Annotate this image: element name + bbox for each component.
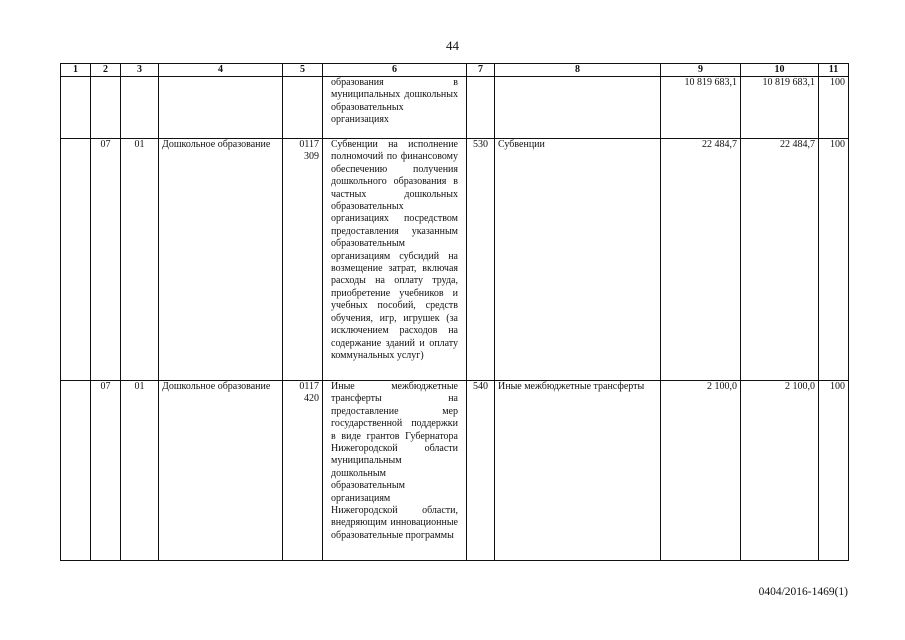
cell-target-code [283, 77, 323, 139]
header-col-11: 11 [819, 64, 849, 77]
table-row [61, 139, 849, 381]
cell-percent: 100 [819, 77, 849, 139]
cell-actual-amount: 10 819 683,1 [741, 77, 819, 139]
cell-percent: 100 [819, 139, 849, 381]
cell-plan-amount: 10 819 683,1 [661, 77, 741, 139]
cell-target-code [283, 139, 323, 381]
header-col-2: 2 [91, 64, 121, 77]
page-number: 44 [446, 38, 459, 53]
target-code-part-1: 0117 [299, 139, 319, 150]
header-col-10: 10 [741, 64, 819, 77]
header-col-6: 6 [323, 64, 467, 77]
budget-table [60, 63, 849, 561]
header-col-8: 8 [495, 64, 661, 77]
cell-subsection: 01 [121, 139, 159, 381]
cell-expense-code [467, 77, 495, 139]
header-col-9: 9 [661, 64, 741, 77]
cell-plan-amount: 2 100,0 [661, 381, 741, 561]
cell-actual-amount: 2 100,0 [741, 381, 819, 561]
target-code-part-2: 420 [304, 393, 319, 405]
header-col-4: 4 [159, 64, 283, 77]
cell-chapter: 07 [91, 139, 121, 381]
cell-section [61, 139, 91, 381]
cell-actual-amount: 22 484,7 [741, 139, 819, 381]
cell-target-code [283, 381, 323, 561]
cell-plan-amount: 22 484,7 [661, 139, 741, 381]
target-code-part-1: 0117 [299, 381, 319, 392]
cell-description: Иные межбюджетные трансферты на предоставление мер государственной поддержки в виде грантов Губернатора Нижегородской области муниципальным дошкольным образовательным организациям Нижегородской области, внедряющим инновационные образовательные программы [323, 381, 467, 561]
cell-description: образования в муниципальных дошкольных образовательных организациях [323, 77, 467, 139]
cell-subsection: 01 [121, 381, 159, 561]
header-col-7: 7 [467, 64, 495, 77]
cell-section [61, 77, 91, 139]
cell-expense-type [495, 77, 661, 139]
cell-section [61, 381, 91, 561]
header-col-3: 3 [121, 64, 159, 77]
cell-chapter: 07 [91, 381, 121, 561]
cell-expense-type: Субвенции [495, 139, 661, 381]
header-col-5: 5 [283, 64, 323, 77]
cell-subsection-name: Дошкольное образование [159, 139, 283, 381]
cell-percent: 100 [819, 381, 849, 561]
cell-description: Субвенции на исполнение полномочий по финансовому обеспечению получения дошкольного образования в частных дошкольных образовательных организациях посредством предоставления указанным образовательным организациям субсидий на возмещение затрат, включая расходы на оплату труда, приобретение учебников и учебных пособий, средств обучения, игр, игрушек (за исключением расходов на содержание зданий и оплату коммунальных услуг) [323, 139, 467, 381]
cell-expense-code: 530 [467, 139, 495, 381]
header-row [61, 64, 849, 77]
cell-chapter [91, 77, 121, 139]
cell-subsection [121, 77, 159, 139]
cell-subsection-name: Дошкольное образование [159, 381, 283, 561]
table-row [61, 77, 849, 139]
cell-subsection-name [159, 77, 283, 139]
header-col-1: 1 [61, 64, 91, 77]
document-code: 0404/2016-1469(1) [758, 586, 848, 598]
target-code-part-2: 309 [304, 151, 319, 163]
cell-expense-type: Иные межбюджетные трансферты [495, 381, 661, 561]
table-row [61, 381, 849, 561]
cell-expense-code: 540 [467, 381, 495, 561]
